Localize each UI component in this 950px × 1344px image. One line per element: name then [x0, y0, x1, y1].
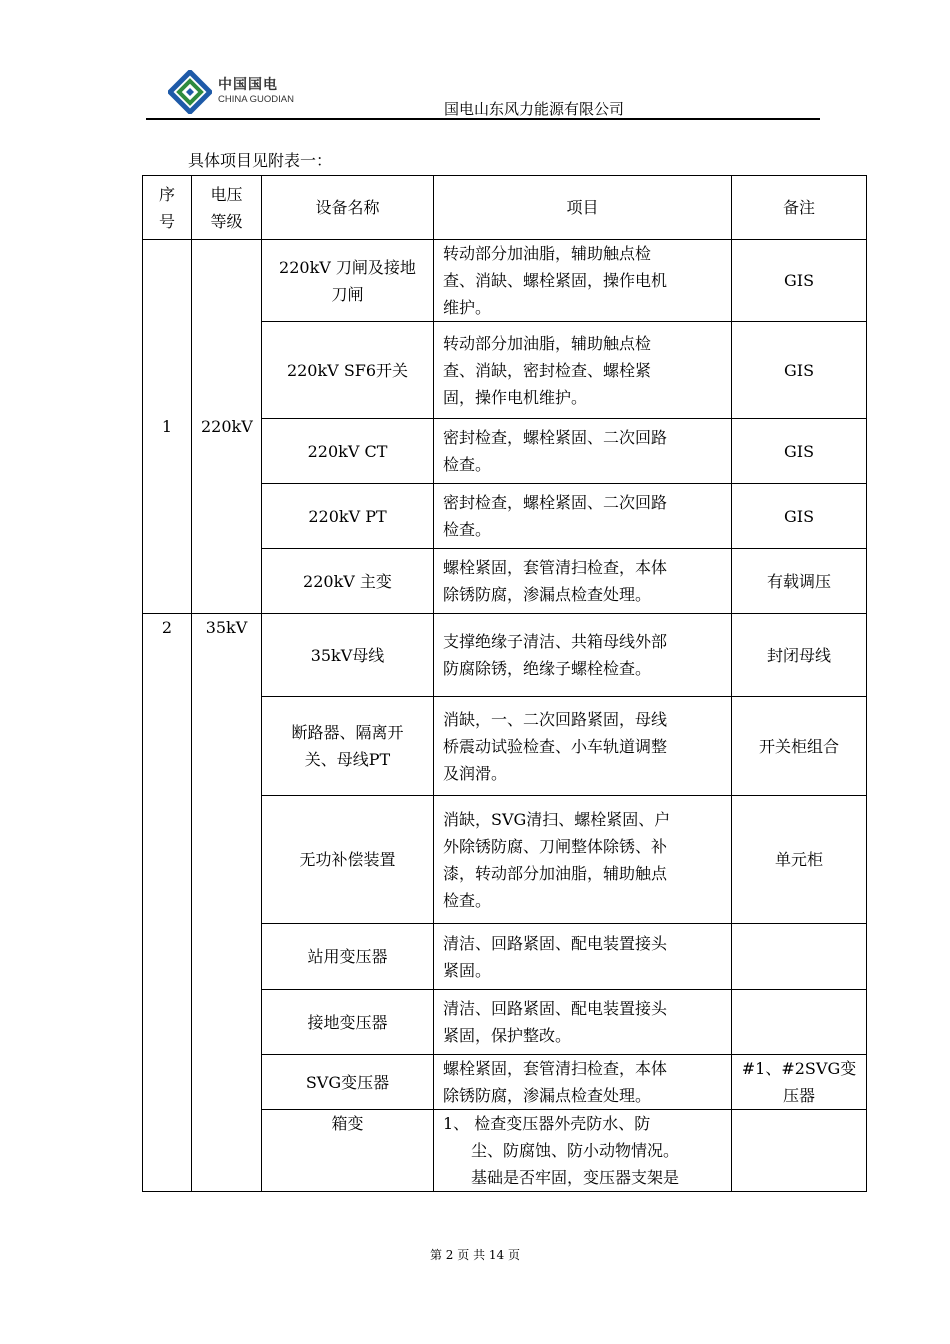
guodian-logo-icon	[168, 70, 212, 114]
header-voltage: 电压 等级	[192, 176, 262, 240]
device-cell: 35kV母线	[262, 614, 434, 697]
table-row	[143, 240, 867, 322]
note-cell: #1、#2SVG变 压器	[732, 1055, 867, 1110]
page-number: 2	[445, 1248, 454, 1262]
item-cell: 螺栓紧固，套管清扫检查，本体 除锈防腐，渗漏点检查处理。	[434, 1055, 732, 1110]
device-cell: 接地变压器	[262, 990, 434, 1055]
device-cell: 无功补偿装置	[262, 796, 434, 924]
note-cell: 单元柜	[732, 796, 867, 924]
device-cell: 220kV PT	[262, 484, 434, 549]
header-divider	[146, 118, 820, 120]
table-row	[143, 614, 867, 697]
item-cell: 转动部分加油脂，辅助触点检 查、消缺、螺栓紧固，操作电机 维护。	[434, 240, 732, 322]
note-cell: GIS	[732, 240, 867, 322]
voltage-cell: 35kV	[192, 614, 262, 1192]
note-cell: 有载调压	[732, 549, 867, 614]
logo-text-cn: 中国国电	[218, 77, 278, 93]
item-cell: 1、 检查变压器外壳防水、防 尘、防腐蚀、防小动物情况。 基础是否牢固，变压器支架是	[434, 1110, 732, 1192]
item-cell: 螺栓紧固，套管清扫检查，本体 除锈防腐，渗漏点检查处理。	[434, 549, 732, 614]
device-cell: 220kV SF6开关	[262, 322, 434, 419]
item-cell: 密封检查，螺栓紧固、二次回路 检查。	[434, 484, 732, 549]
note-cell	[732, 924, 867, 990]
item-cell: 支撑绝缘子清洁、共箱母线外部 防腐除锈，绝缘子螺栓检查。	[434, 614, 732, 697]
device-cell: 站用变压器	[262, 924, 434, 990]
device-cell: 220kV CT	[262, 419, 434, 484]
header-row	[143, 176, 867, 240]
footer-middle: 页 共	[457, 1248, 486, 1262]
intro-text: 具体项目见附表一：	[188, 151, 333, 170]
device-cell: 断路器、隔离开 关、母线PT	[262, 697, 434, 796]
item-cell: 消缺，SVG清扫、螺栓紧固、户 外除锈防腐、刀闸整体除锈、补 漆，转动部分加油脂，辅助触点 检查。	[434, 796, 732, 924]
voltage-cell: 220kV	[192, 240, 262, 614]
device-cell: SVG变压器	[262, 1055, 434, 1110]
logo-text-en: CHINA GUODIAN	[218, 94, 295, 105]
item-cell: 清洁、回路紧固、配电装置接头 紧固。	[434, 924, 732, 990]
note-cell: 开关柜组合	[732, 697, 867, 796]
item-cell: 消缺，一、二次回路紧固，母线 桥震动试验检查、小车轨道调整 及润滑。	[434, 697, 732, 796]
note-cell: GIS	[732, 484, 867, 549]
page-footer	[0, 1246, 950, 1263]
header-seq: 序 号	[143, 176, 192, 240]
header-item: 项目	[434, 176, 732, 240]
seq-cell: 2	[143, 614, 192, 1192]
note-cell: 封闭母线	[732, 614, 867, 697]
item-cell: 密封检查，螺栓紧固、二次回路 检查。	[434, 419, 732, 484]
header-device: 设备名称	[262, 176, 434, 240]
note-cell	[732, 1110, 867, 1192]
company-logo	[168, 70, 298, 116]
device-cell: 220kV 主变	[262, 549, 434, 614]
item-cell: 转动部分加油脂，辅助触点检 查、消缺，密封检查、螺栓紧 固，操作电机维护。	[434, 322, 732, 419]
device-cell: 220kV 刀闸及接地 刀闸	[262, 240, 434, 322]
company-name: 国电山东风力能源有限公司	[444, 100, 625, 118]
seq-cell: 1	[143, 240, 192, 614]
footer-suffix: 页	[508, 1248, 521, 1262]
header-note: 备注	[732, 176, 867, 240]
footer-prefix: 第	[429, 1248, 442, 1262]
item-cell: 清洁、回路紧固、配电装置接头 紧固，保护整改。	[434, 990, 732, 1055]
device-cell: 箱变	[262, 1110, 434, 1192]
note-cell: GIS	[732, 419, 867, 484]
note-cell: GIS	[732, 322, 867, 419]
note-cell	[732, 990, 867, 1055]
page-total: 14	[488, 1248, 505, 1262]
maintenance-table	[142, 175, 867, 1192]
